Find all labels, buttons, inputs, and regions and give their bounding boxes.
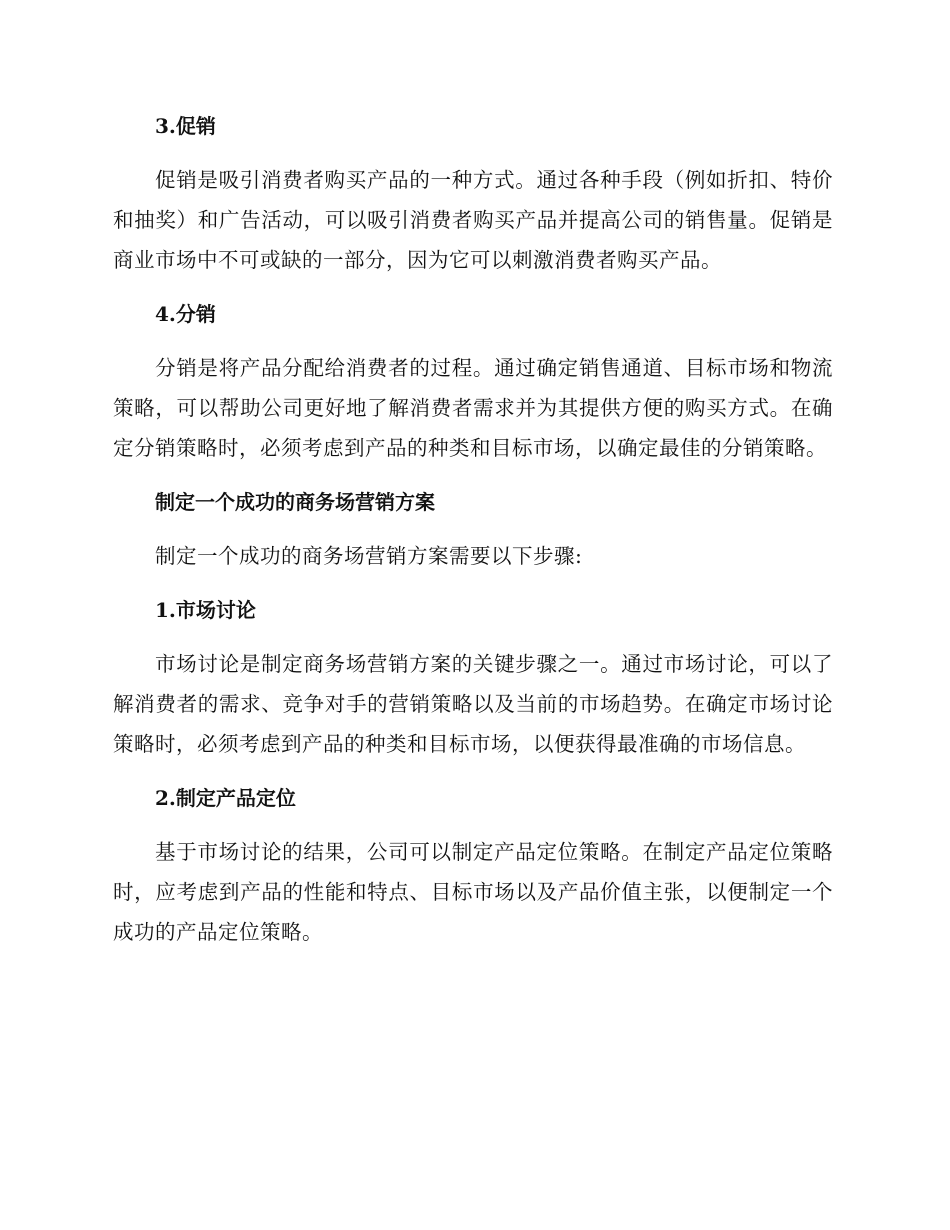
paragraph-market-research: 市场讨论是制定商务场营销方案的关键步骤之一。通过市场讨论，可以了解消费者的需求、竞争对手的营销策略以及当前的市场趋势。在确定市场讨论策略时，必须考虑到产品的种类和目标市场，以便获得最准确的市场信息。 xyxy=(113,652,833,756)
section-heading-promotion: 3.促销 xyxy=(155,114,216,138)
paragraph-distribution: 分销是将产品分配给消费者的过程。通过确定销售通道、目标市场和物流策略，可以帮助公司更好地了解消费者需求并为其提供方便的购买方式。在确定分销策略时，必须考虑到产品的种类和目标市场，以确定最佳的分销策略。 xyxy=(113,356,833,460)
section-heading-plan: 制定一个成功的商务场营销方案 xyxy=(155,490,435,514)
section-heading-market-research: 1.市场讨论 xyxy=(155,598,256,622)
paragraph-plan-intro: 制定一个成功的商务场营销方案需要以下步骤: xyxy=(155,544,583,568)
section-heading-positioning: 2.制定产品定位 xyxy=(155,786,296,810)
section-heading-distribution: 4.分销 xyxy=(155,302,216,326)
paragraph-promotion: 促销是吸引消费者购买产品的一种方式。通过各种手段（例如折扣、特价和抽奖）和广告活动，可以吸引消费者购买产品并提高公司的销售量。促销是商业市场中不可或缺的一部分，因为它可以刺激消费者购买产品。 xyxy=(113,168,833,272)
paragraph-positioning: 基于市场讨论的结果，公司可以制定产品定位策略。在制定产品定位策略时，应考虑到产品的性能和特点、目标市场以及产品价值主张，以便制定一个成功的产品定位策略。 xyxy=(113,840,833,944)
document-body xyxy=(113,106,833,966)
